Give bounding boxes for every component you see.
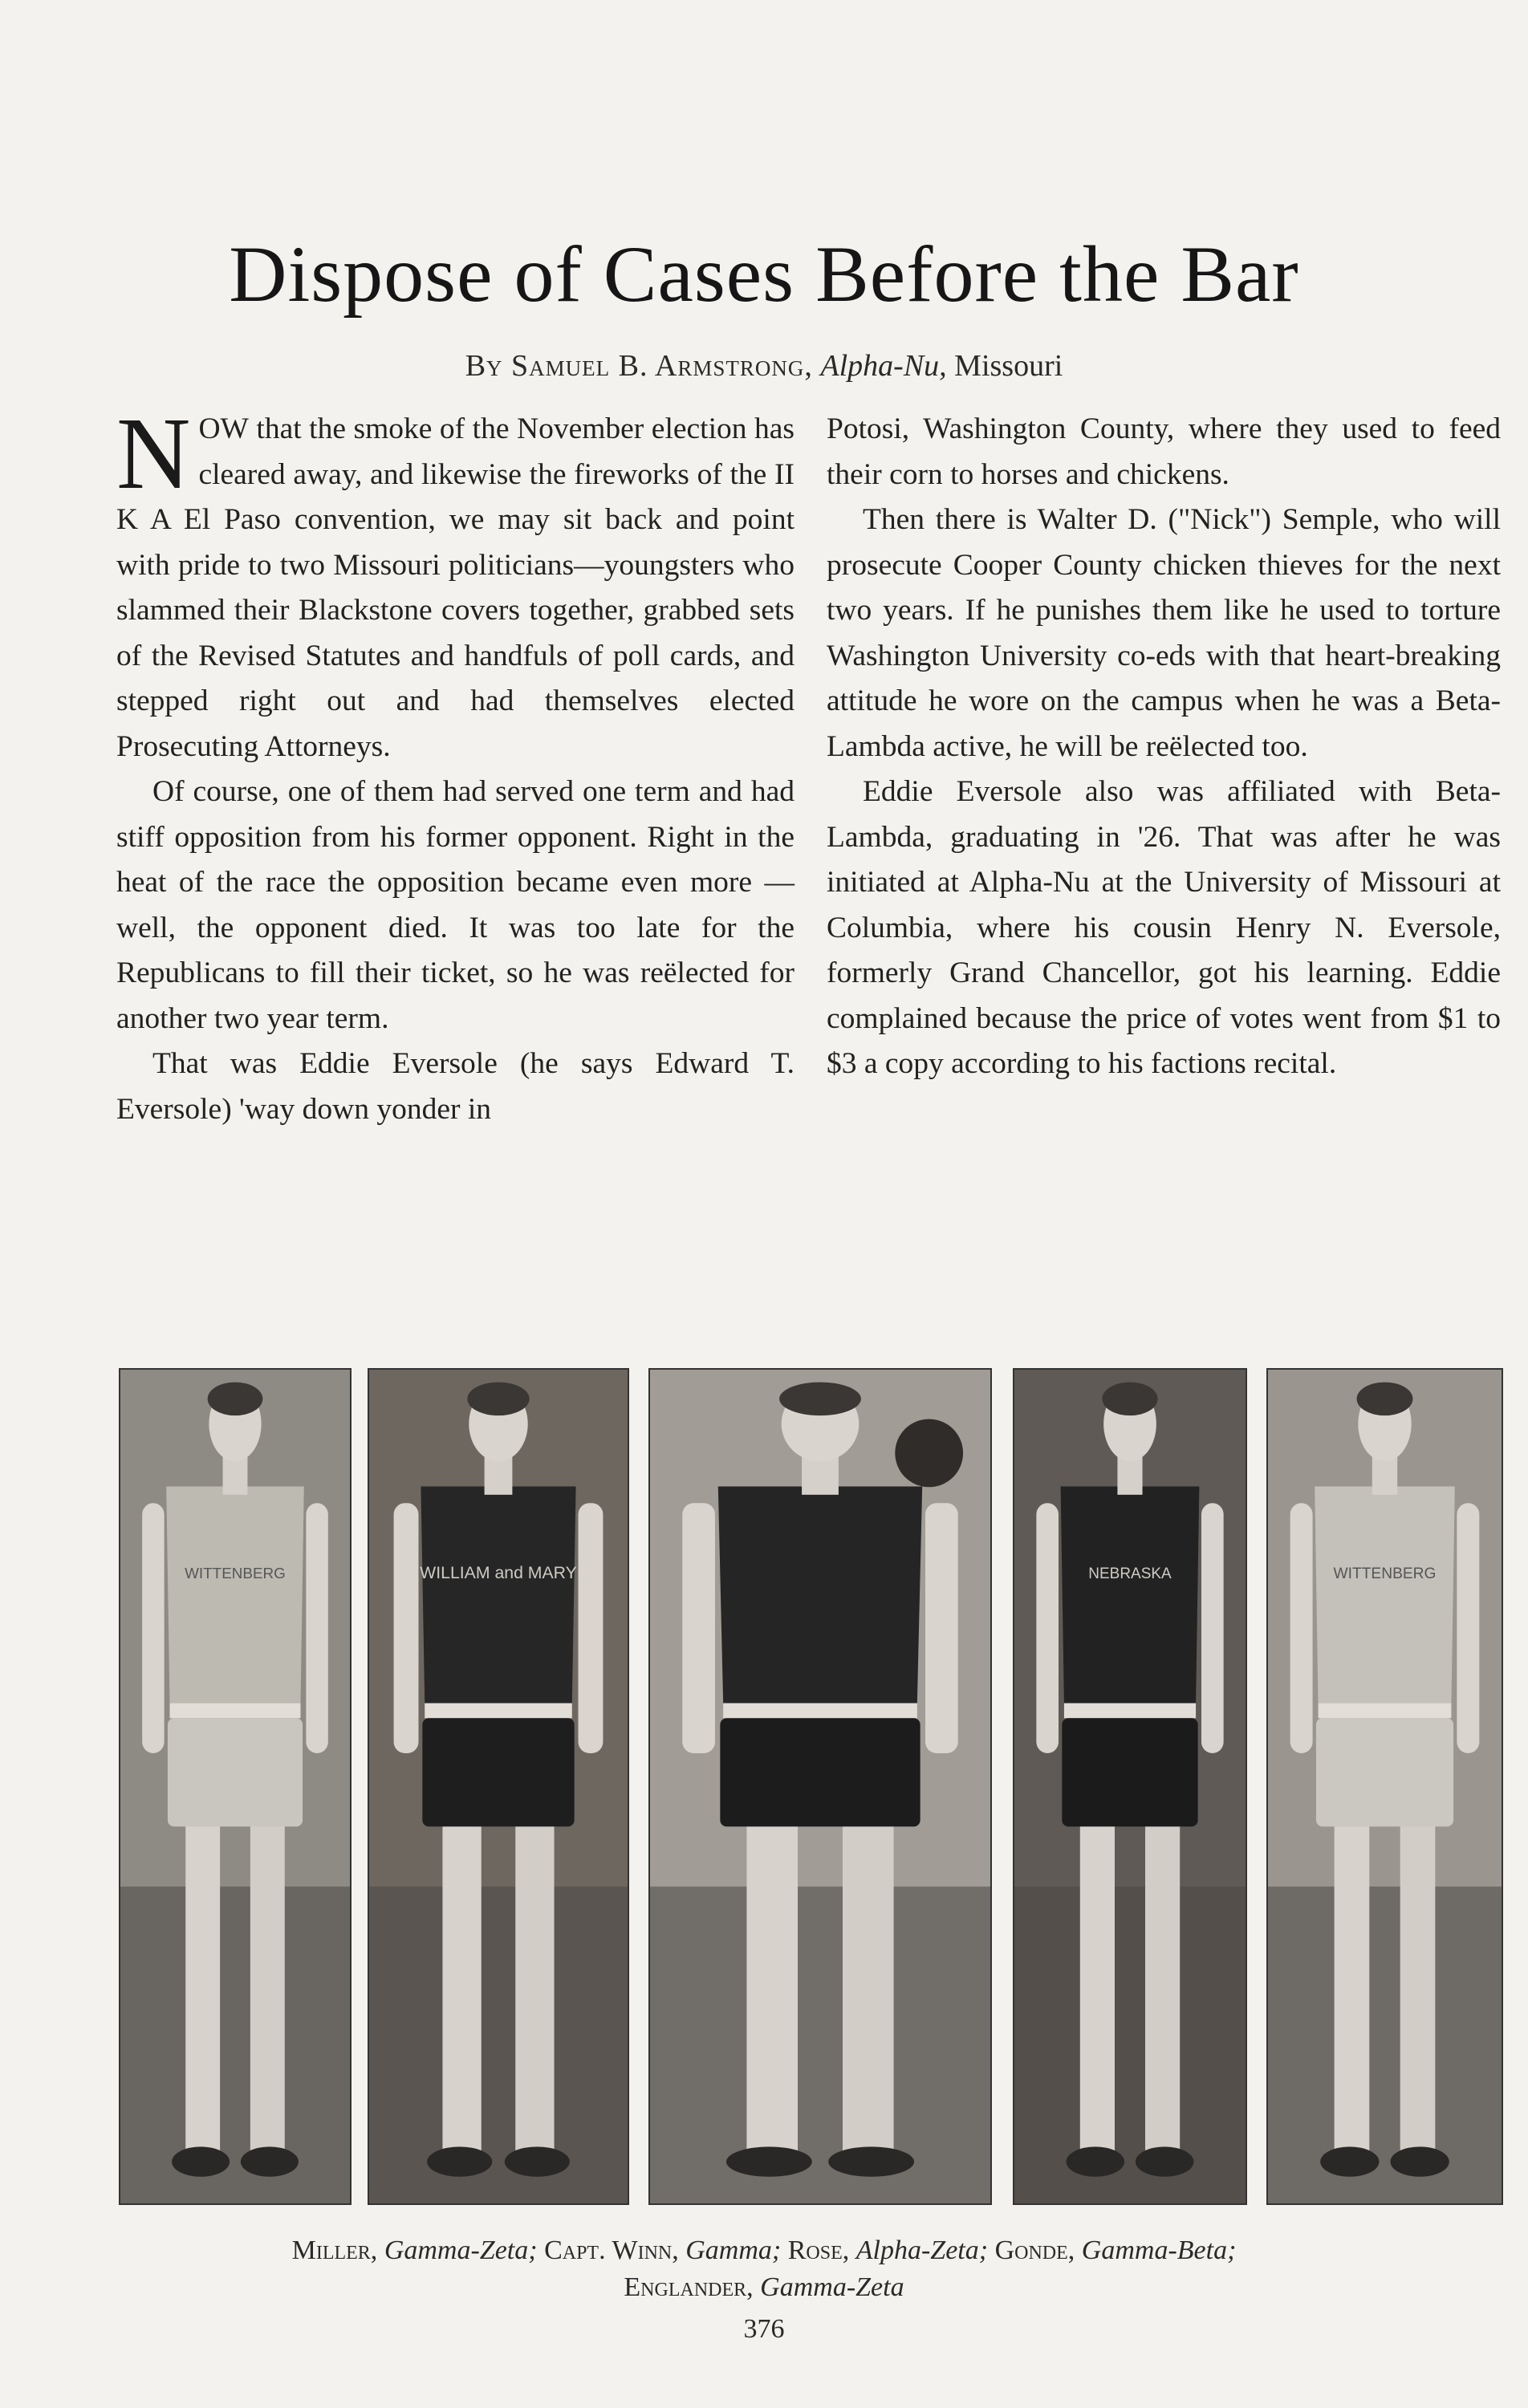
caption-name: Capt. Winn, — [544, 2235, 679, 2265]
jersey-lettering: WILLIAM and MARY — [420, 1562, 577, 1582]
player-figure — [1014, 1370, 1246, 2203]
byline-chapter: Alpha-Nu, — [820, 349, 947, 383]
caption-chapter: Gamma-Zeta — [760, 2272, 904, 2302]
photo-caption — [0, 2232, 1528, 2306]
caption-name: Rose, — [787, 2235, 850, 2265]
page-number: 376 — [743, 2314, 785, 2344]
paragraph — [116, 396, 794, 770]
caption-chapter: Gamma-Beta; — [1081, 2235, 1237, 2265]
photo-gonde — [1013, 1368, 1247, 2205]
caption-chapter: Gamma; — [685, 2235, 782, 2265]
team-photos — [0, 1368, 1528, 2205]
caption-name: Englander, — [624, 2272, 754, 2302]
photo-rose — [648, 1368, 992, 2205]
player-figure — [650, 1370, 990, 2203]
caption-name: Miller, — [291, 2235, 378, 2265]
jersey-lettering: NEBRASKA — [1088, 1565, 1172, 1582]
byline-state: Missouri — [954, 349, 1063, 383]
caption-line-1 — [0, 2232, 1528, 2269]
paragraph: Then there is Walter D. ("Nick") Semple, who will prosecute Cooper County chicken thieves for the next two years. If he punishes them like he used to torture Washington University co-eds with that heart-breaking attitude he wore on the campus when he was a Beta-Lambda active, he will be reëlected too. — [827, 503, 1501, 763]
caption-line-2 — [0, 2269, 1528, 2306]
player-figure — [1268, 1370, 1502, 2203]
paragraph: Of course, one of them had served one term and had stiff opposition from his former opponent. Right in the heat of the race the opposition became even more —well, the opponent died. It was too late for the Republicans to fill their ticket, so he was reëlected for another two year term. — [116, 775, 794, 1035]
byline — [0, 347, 1528, 385]
paragraph: Potosi, Washington County, where they used to feed their corn to horses and chickens. — [827, 412, 1501, 491]
drop-cap: N — [116, 396, 191, 510]
drop-cap-rest: OW — [198, 412, 249, 445]
paragraph: That was Eddie Eversole (he says Edward T. Eversole) 'way down yonder in — [116, 1047, 794, 1126]
article-title: Dispose of Cases Before the Bar — [229, 229, 1299, 319]
photo-winn — [368, 1368, 629, 2205]
left-column — [116, 396, 794, 1132]
caption-name: Gonde, — [994, 2235, 1075, 2265]
jersey-lettering: WITTENBERG — [185, 1564, 286, 1582]
paragraph: Eddie Eversole also was affiliated with Beta-Lambda, graduating in '26. That was after he was initiated at Alpha-Nu at the University of Missouri at Columbia, where his cousin Henry N. Eversole, formerly Grand Chancellor, got his learning. Eddie complained because the price of votes went from $1 to $3 a copy according to his factions recital. — [827, 775, 1501, 1080]
player-figure — [369, 1370, 628, 2203]
player-figure — [120, 1370, 350, 2203]
byline-author: By Samuel B. Armstrong, — [465, 349, 813, 383]
photo-englander — [1266, 1368, 1503, 2205]
photo-miller — [119, 1368, 352, 2205]
jersey-lettering: WITTENBERG — [1333, 1565, 1437, 1582]
right-column — [827, 407, 1501, 1087]
paragraph-text: that the smoke of the November election has cleared away, and likewise the fireworks of the II K A El Paso convention, we may sit back and point with pride to two Missouri politicians—youngsters who slammed their Blackstone covers together, grabbed sets of the Revised Statutes and handfuls of poll cards, and stepped right out and had themselves elected Prosecuting Attorneys. — [116, 412, 794, 763]
caption-chapter: Alpha-Zeta; — [855, 2235, 989, 2265]
caption-chapter: Gamma-Zeta; — [384, 2235, 538, 2265]
